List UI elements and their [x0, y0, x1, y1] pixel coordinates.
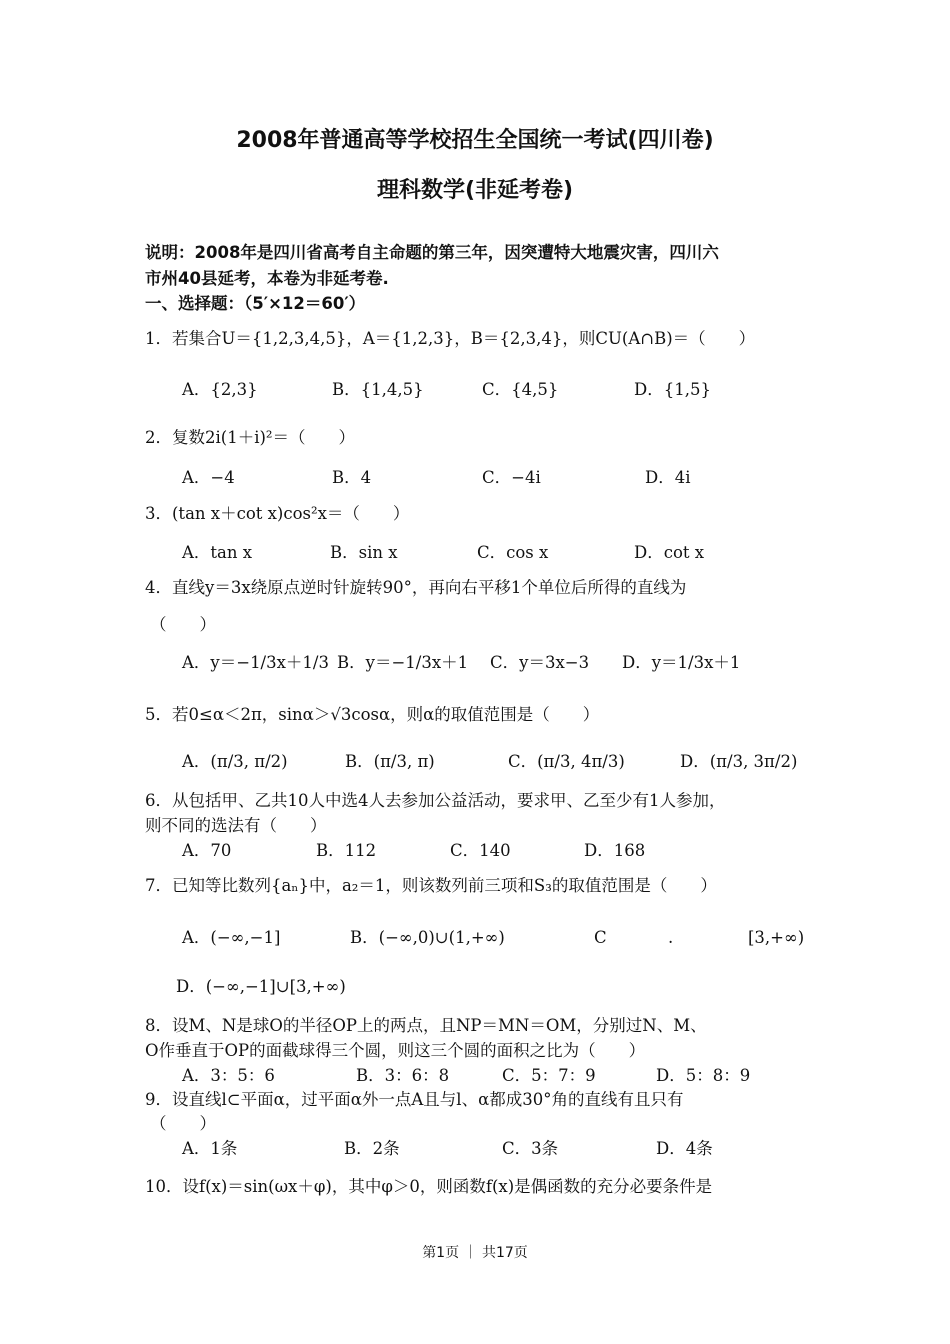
question-8-option-c: C．5：7：9 [502, 1066, 596, 1085]
question-9-stem: 9．设直线l⊂平面α，过平面α外一点A且与l、α都成30°角的直线有且只有 [145, 1090, 684, 1109]
note-line-1: 说明：2008年是四川省高考自主命题的第三年，因突遭特大地震灾害，四川六 [145, 243, 719, 262]
question-6-option-b: B．112 [316, 841, 377, 860]
question-7-option-c-dot: . [668, 928, 674, 947]
question-5-option-c: C．(π/3, 4π/3) [508, 752, 625, 771]
question-7-option-a: A．(−∞,−1] [182, 928, 281, 947]
question-6-stem-cont: 则不同的选法有（ ） [145, 816, 327, 835]
question-3-stem: 3．(tan x＋cot x)cos²x＝（ ） [145, 504, 410, 523]
question-7-option-c-value: [3,+∞) [748, 928, 805, 947]
question-8-option-b: B．3：6：8 [356, 1066, 450, 1085]
question-2-option-c: C．−4i [482, 468, 541, 487]
question-1-stem: 1．若集合U＝{1,2,3,4,5}，A＝{1,2,3}，B＝{2,3,4}，则CU(A∩B)＝（ ） [145, 329, 756, 348]
question-8-stem-cont: O作垂直于OP的面截球得三个圆，则这三个圆的面积之比为（ ） [145, 1041, 646, 1060]
note-line-2: 市州40县延考，本卷为非延考卷. [145, 269, 389, 288]
question-3-option-d: D．cot x [634, 543, 705, 562]
question-3-option-a: A．tan x [182, 543, 253, 562]
question-4-option-a: A．y＝−1/3x＋1/3 [182, 653, 329, 672]
page-title: 2008年普通高等学校招生全国统一考试(四川卷) [236, 128, 714, 153]
question-9-stem-cont: （ ） [150, 1114, 216, 1133]
question-2-option-d: D．4i [645, 468, 691, 487]
question-5-option-d: D．(π/3, 3π/2) [680, 752, 798, 771]
section-heading: 一、选择题：（5′×12＝60′） [145, 294, 366, 313]
question-6-stem: 6．从包括甲、乙共10人中选4人去参加公益活动，要求甲、乙至少有1人参加， [145, 791, 726, 810]
question-9-option-c: C．3条 [502, 1139, 559, 1158]
question-8-option-a: A．3：5：6 [182, 1066, 275, 1085]
question-4-option-c: C．y＝3x−3 [490, 653, 590, 672]
question-2-option-a: A．−4 [182, 468, 235, 487]
question-2-stem: 2．复数2i(1＋i)²＝（ ） [145, 428, 356, 447]
question-6-option-d: D．168 [584, 841, 646, 860]
question-10-stem: 10．设f(x)＝sin(ωx＋φ)，其中φ＞0，则函数f(x)是偶函数的充分必要条件是 [145, 1177, 713, 1196]
question-9-option-b: B．2条 [344, 1139, 400, 1158]
question-7-option-b: B．(−∞,0)∪(1,+∞) [350, 928, 505, 947]
question-1-option-a: A．{2,3} [182, 380, 258, 399]
page-footer: 第1页 ｜ 共17页 [422, 1245, 528, 1261]
question-5-stem: 5．若0≤α＜2π，sinα＞√3cosα，则α的取值范围是（ ） [145, 705, 600, 724]
question-6-option-c: C．140 [450, 841, 511, 860]
question-7-stem: 7．已知等比数列{aₙ}中，a₂＝1，则该数列前三项和S₃的取值范围是（ ） [145, 876, 717, 895]
question-4-option-d: D．y＝1/3x＋1 [622, 653, 741, 672]
question-3-option-b: B．sin x [330, 543, 398, 562]
page-subtitle: 理科数学(非延考卷) [376, 178, 574, 203]
question-9-option-d: D．4条 [656, 1139, 713, 1158]
question-5-option-b: B．(π/3, π) [345, 752, 435, 771]
question-7-option-c: C [594, 928, 607, 947]
question-1-option-c: C．{4,5} [482, 380, 559, 399]
question-8-option-d: D．5：8：9 [656, 1066, 751, 1085]
question-1-option-b: B．{1,4,5} [332, 380, 424, 399]
question-4-stem: 4．直线y＝3x绕原点逆时针旋转90°，再向右平移1个单位后所得的直线为 [145, 578, 687, 597]
question-4-stem-cont: （ ） [150, 615, 216, 634]
question-7-option-d: D．(−∞,−1]∪[3,+∞) [176, 977, 346, 996]
question-4-option-b: B．y＝−1/3x＋1 [337, 653, 469, 672]
question-5-option-a: A．(π/3, π/2) [182, 752, 288, 771]
question-2-option-b: B．4 [332, 468, 372, 487]
question-8-stem: 8．设M、N是球O的半径OP上的两点，且NP＝MN＝OM，分别过N、M、 [145, 1016, 707, 1035]
question-1-option-d: D．{1,5} [634, 380, 711, 399]
question-6-option-a: A．70 [182, 841, 232, 860]
question-9-option-a: A．1条 [182, 1139, 238, 1158]
question-3-option-c: C．cos x [477, 543, 549, 562]
